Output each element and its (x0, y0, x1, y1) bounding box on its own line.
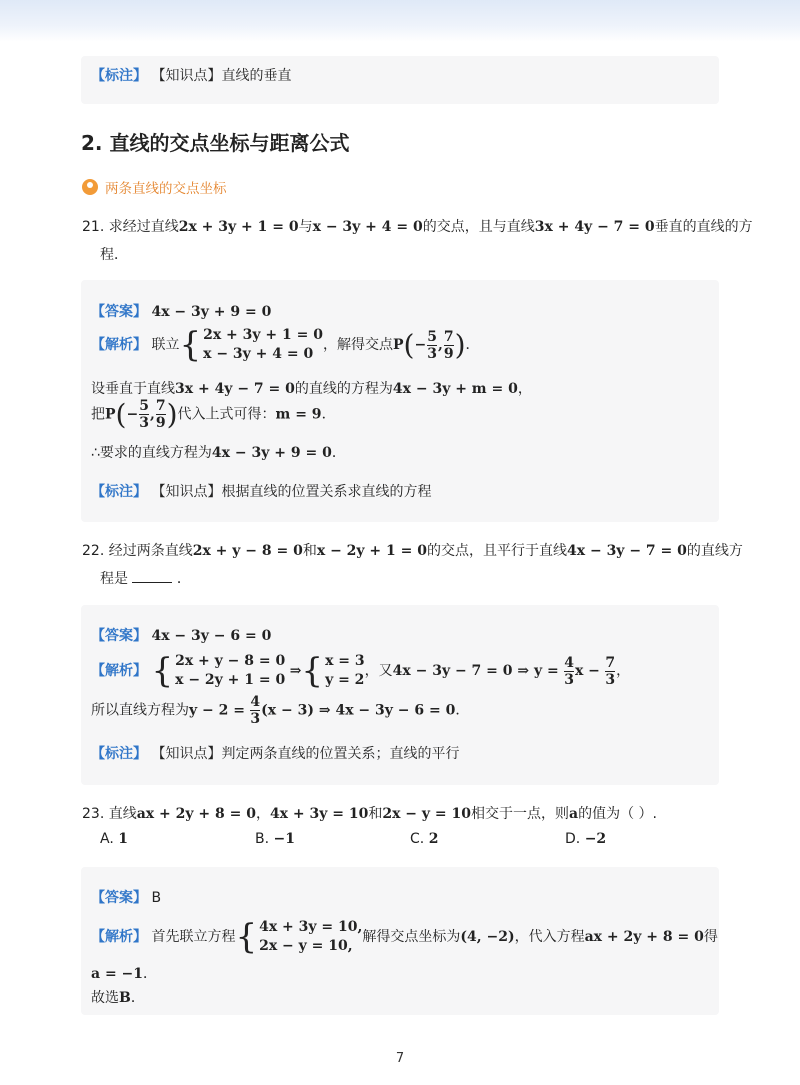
top-note (91, 65, 291, 85)
numerator: 7 (605, 654, 616, 671)
q22-answer (91, 625, 271, 645)
q23-eq2: 4x + 3y = 10 (269, 806, 369, 822)
denominator: 9 (155, 415, 166, 431)
q21-analysis-line2 (91, 378, 532, 398)
equation: 4x − 3y − 7 = 0 ⇒ y = (392, 663, 559, 679)
paren: ) (166, 398, 178, 431)
numerator: 4 (564, 654, 574, 671)
point-label: P (392, 337, 404, 353)
q22-line2 (100, 568, 191, 588)
q23-text: ， (255, 806, 270, 822)
analysis-text: ． (455, 702, 470, 719)
q22-line1 (82, 540, 743, 560)
note-text: 【知识点】判定两条直线的位置关系；直线的平行 (151, 746, 460, 762)
q23-analysis-line2 (91, 963, 157, 983)
q21-text: 垂直的直线的方 (654, 219, 753, 235)
analysis-text: 代入上式可得： (177, 406, 276, 423)
denominator: 3 (250, 711, 261, 727)
analysis-text: 设垂直于直线 (91, 381, 175, 397)
equation: y − 2 = (189, 702, 245, 719)
q22-note (91, 743, 459, 763)
fraction (564, 655, 574, 688)
q22-text: 的直线方 (686, 543, 743, 559)
page-number: 7 (395, 1051, 405, 1066)
q23-eq1: ax + 2y + 8 = 0 (136, 806, 256, 822)
q21-eq3: 3x + 4y − 7 = 0 (534, 219, 655, 235)
equation: a = −1 (91, 966, 144, 982)
numerator: 5 (139, 398, 149, 414)
analysis-text: ． (143, 966, 158, 982)
minus: − (126, 406, 139, 423)
analysis-text: ，解得交点 (322, 337, 393, 353)
denominator: 3 (605, 671, 616, 688)
equation: 3x + 4y − 7 = 0 (175, 381, 295, 397)
fraction (156, 398, 166, 431)
option-value: −2 (584, 831, 607, 847)
page-header-band (0, 0, 800, 42)
fraction (605, 655, 615, 688)
q21-answer (91, 301, 271, 321)
q22-text: 经过两条直线 (108, 543, 193, 559)
q21-analysis-line3: 把P(− $\frac{5}{3}$ , $\frac{7}{9}$ )代入上式可得：m = 9． (91, 398, 336, 431)
sys-row: 2x − y = 10, (259, 938, 353, 954)
q21-analysis-line4 (91, 442, 346, 462)
q23-text: 直线 (108, 806, 137, 822)
q23-line1 (82, 803, 657, 823)
answer-tag: 【答案】 (91, 890, 147, 906)
analysis-text: 联立 (151, 337, 180, 353)
option-value: −1 (273, 831, 295, 847)
sys-row: 4x + 3y = 10, (259, 919, 363, 935)
answer-value: 4x − 3y − 6 = 0 (151, 628, 272, 644)
subsection-heading (82, 177, 227, 197)
q21-line1 (82, 216, 753, 236)
section-title: 2. 直线的交点坐标与距离公式 (81, 131, 350, 155)
analysis-text: ， (616, 663, 631, 679)
equation: x − (574, 663, 600, 679)
answer-tag: 【答案】 (91, 628, 147, 644)
q21-text: 与 (298, 219, 313, 235)
q23-eq3: 2x − y = 10 (382, 806, 472, 822)
sys-row: x − 3y + 4 = 0 (203, 346, 314, 362)
analysis-text: ． (465, 337, 480, 353)
equation: m = 9 (275, 406, 322, 423)
point-label: P (105, 406, 116, 423)
q22-text: ． (176, 571, 191, 587)
q22-text: 程是 (100, 571, 128, 587)
analysis-text: ∴要求的直线方程为 (91, 445, 212, 461)
numerator: 7 (443, 328, 454, 345)
q21-number: 21. (82, 219, 105, 235)
q22-eq1: 2x + y − 8 = 0 (192, 543, 303, 559)
analysis-text: 故选 (91, 990, 119, 1006)
note-text: 【知识点】直线的垂直 (151, 68, 292, 84)
q23-analysis-line3 (91, 987, 145, 1007)
option-value: 1 (118, 831, 128, 847)
fraction (427, 329, 437, 362)
analysis-text: 的直线的方程为 (294, 381, 393, 397)
option-a[interactable] (100, 831, 128, 847)
analysis-text: 得 (703, 929, 718, 945)
q23-text: 相交于一点，则 (471, 806, 570, 822)
note-text: 【知识点】根据直线的位置关系求直线的方程 (151, 484, 432, 500)
q22-eq3: 4x − 3y − 7 = 0 (567, 543, 687, 559)
sys-row: 2x + y − 8 = 0 (175, 653, 286, 669)
paren: ( (403, 328, 415, 362)
bulb-icon (82, 179, 98, 195)
equation: 4x − 3y + m = 0 (392, 381, 518, 397)
analysis-text: ，又 (364, 663, 393, 679)
option-label: C. (410, 831, 425, 847)
denominator: 3 (427, 345, 437, 362)
brace: { (179, 325, 202, 365)
equation: ax + 2y + 8 = 0 (584, 929, 704, 945)
fraction (250, 694, 260, 727)
subsection-title: 两条直线的交点坐标 (105, 181, 227, 197)
equation: (x − 3) ⇒ 4x − 3y − 6 = 0 (261, 702, 456, 719)
q23-solution-box (81, 867, 719, 1015)
numerator: 5 (427, 328, 437, 345)
q22-analysis-line1 (91, 652, 630, 690)
analysis-text: ． (321, 406, 336, 423)
paren: ) (454, 328, 466, 362)
equation-system (259, 918, 362, 956)
q21-eq1: 2x + 3y + 1 = 0 (178, 219, 299, 235)
answer-tag: 【答案】 (91, 304, 147, 320)
q23-var: a (569, 806, 579, 822)
fraction (444, 329, 454, 362)
q21-solution-box (81, 280, 719, 522)
option-label: B. (255, 831, 270, 847)
q22-number: 22. (82, 543, 105, 559)
q22-eq2: x − 2y + 1 = 0 (316, 543, 427, 559)
equation-system (175, 652, 285, 690)
analysis-tag: 【解析】 (91, 663, 147, 679)
option-label: A. (100, 831, 114, 847)
option-c[interactable] (410, 831, 438, 847)
q23-number: 23. (82, 806, 105, 822)
q23-text: 和 (368, 806, 383, 822)
q22-analysis-line2 (91, 694, 469, 727)
paren: ( (115, 398, 127, 431)
choice: B (119, 990, 131, 1006)
q23-answer (91, 887, 161, 907)
brace: { (301, 651, 324, 691)
fraction (139, 398, 149, 431)
q21-line2: 程． (100, 247, 128, 263)
option-d[interactable] (565, 831, 606, 847)
analysis-text: 首先联立方程 (151, 929, 236, 945)
sys-row: x − 2y + 1 = 0 (175, 672, 286, 688)
q22-text: 和 (302, 543, 317, 559)
q23-analysis-line1 (91, 918, 718, 956)
q21-text: 求经过直线 (108, 219, 179, 235)
implies-arrow: ⇒ (289, 663, 302, 679)
note-tag: 【标注】 (91, 484, 147, 500)
analysis-text: 把 (91, 406, 105, 423)
q21-eq2: x − 3y + 4 = 0 (312, 219, 423, 235)
option-b[interactable] (255, 831, 295, 847)
analysis-text: 解得交点坐标为 (362, 929, 461, 945)
q21-text: 的交点，且与直线 (422, 219, 535, 235)
brace: { (151, 651, 174, 691)
note-tag: 【标注】 (91, 746, 147, 762)
denominator: 9 (443, 345, 454, 362)
sys-row: y = 2 (325, 672, 365, 688)
equation: 4x − 3y + 9 = 0 (211, 445, 332, 461)
minus: − (414, 337, 427, 353)
denominator: 3 (564, 671, 574, 688)
analysis-tag: 【解析】 (91, 929, 147, 945)
equation-system (203, 326, 323, 364)
analysis-text: ． (130, 990, 145, 1006)
analysis-text: ． (331, 445, 346, 461)
q22-text: 的交点，且平行于直线 (427, 543, 567, 559)
sys-row: x = 3 (325, 653, 365, 669)
q23-text: 的值为（ ）. (578, 806, 657, 822)
numerator: 7 (155, 398, 166, 414)
equation-system (325, 652, 365, 690)
answer-value: 4x − 3y + 9 = 0 (151, 304, 272, 320)
top-note-box (81, 56, 719, 104)
analysis-text: 所以直线方程为 (91, 702, 189, 719)
option-label: D. (565, 831, 581, 847)
point: (4, −2) (460, 929, 515, 945)
denominator: 3 (139, 415, 149, 431)
brace: { (235, 917, 258, 957)
sys-row: 2x + 3y + 1 = 0 (203, 327, 323, 343)
analysis-text: ，代入方程 (514, 929, 585, 945)
q21-analysis-line1: 【解析】 联立{ 2x + 3y + 1 = 0 x − 3y + 4 = 0，解得交点P(− $\frac{5}{3}$ , $\frac{7}{9}$ )． (91, 325, 480, 365)
q21-note (91, 481, 431, 501)
answer-value: B (151, 890, 162, 906)
answer-blank (132, 582, 172, 583)
option-value: 2 (428, 831, 439, 847)
q22-solution-box (81, 605, 719, 785)
analysis-tag: 【解析】 (91, 337, 147, 353)
numerator: 4 (250, 694, 261, 710)
analysis-text: ， (517, 381, 532, 397)
note-tag: 【标注】 (91, 68, 147, 84)
